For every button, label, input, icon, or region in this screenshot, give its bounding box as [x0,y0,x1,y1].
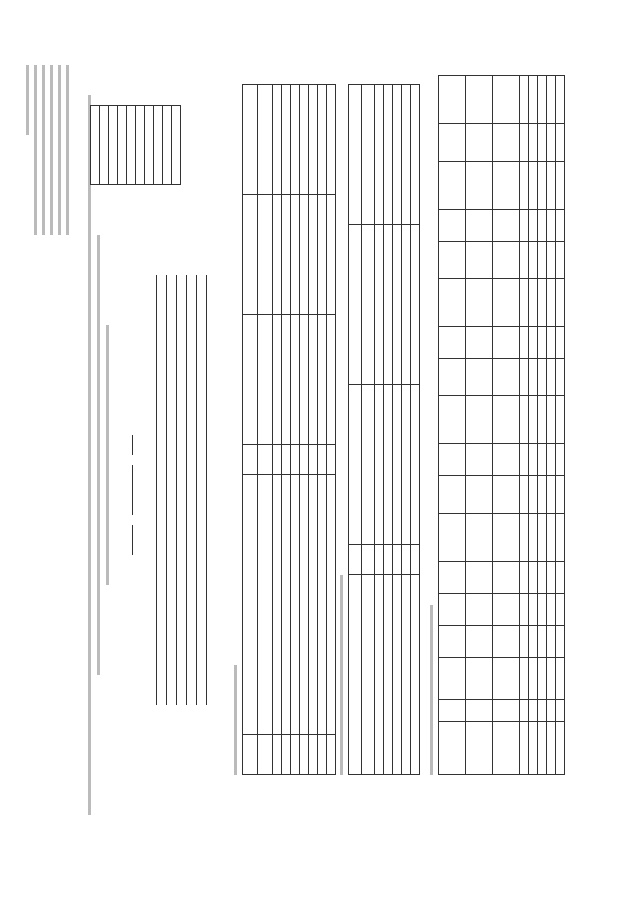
table-cell [529,721,538,774]
table-row [402,85,411,775]
table-row [91,106,100,185]
table-cell [375,225,384,385]
table-cell [520,161,529,209]
table-row [538,76,547,775]
table-cell [309,475,318,735]
table-row [556,76,565,775]
table-cell [520,358,529,395]
table-row [349,85,362,775]
table-cell [493,476,520,513]
table-cell [384,545,393,575]
table-cell [384,85,393,225]
table-row [493,76,520,775]
table-cell [411,385,420,545]
table-cell [529,657,538,700]
table-cell [538,657,547,700]
table-cell [466,358,493,395]
table-cell [466,700,493,721]
table-cell [362,385,375,545]
table-cell [309,445,318,475]
table-cell [556,326,565,358]
table-cell [300,85,309,195]
table-cell [493,358,520,395]
table-cell [243,735,258,775]
table-cell [300,735,309,775]
table-cell [556,593,565,625]
table-cell [520,700,529,721]
table-cell [439,209,466,241]
table-cell [439,278,466,326]
table-cell [362,575,375,775]
table-cell [547,358,556,395]
table-cell [91,106,100,185]
table-cell [538,358,547,395]
table-cell [402,545,411,575]
table-row [291,85,300,775]
table-cell [466,657,493,700]
table-cell [466,625,493,657]
table-cell [547,278,556,326]
table-cell [547,625,556,657]
table-cell [466,209,493,241]
table-cell [273,445,282,475]
table-cell [493,161,520,209]
table-cell [529,161,538,209]
table-cell [243,475,258,735]
table-cell [327,475,336,735]
table-cell [529,278,538,326]
table-cell [327,85,336,195]
table-cell [243,195,258,315]
table-cell [466,593,493,625]
table-row [273,85,282,775]
table-cell [291,475,300,735]
table-cell [529,444,538,476]
table-cell [258,475,273,735]
table-cell [493,721,520,774]
table-cell [556,657,565,700]
table-cell [282,445,291,475]
table-cell [466,721,493,774]
form-fields [150,215,220,775]
table-cell [300,445,309,475]
table-cell [520,241,529,278]
table-cell [349,385,362,545]
table-cell [493,657,520,700]
table-cell [493,625,520,657]
table-cell [466,326,493,358]
table-cell [318,315,327,445]
table-cell [439,476,466,513]
table-cell [300,195,309,315]
table-cell [466,76,493,124]
table-cell [466,476,493,513]
table-row [520,76,529,775]
table-1 [242,84,336,775]
table-cell [529,124,538,161]
table-row [127,106,136,185]
table-cell [327,445,336,475]
table-cell [439,444,466,476]
table-cell [258,315,273,445]
table-cell [291,445,300,475]
table-cell [282,85,291,195]
table-cell [556,700,565,721]
table-cell [439,721,466,774]
table-cell [547,241,556,278]
table-cell [556,76,565,124]
table-cell [362,545,375,575]
document-title [88,95,118,815]
table-cell [109,106,118,185]
table-cell [493,700,520,721]
table-cell [547,593,556,625]
table-cell [243,445,258,475]
table-cell [466,241,493,278]
table-cell [547,444,556,476]
table-row [100,106,109,185]
table-cell [556,161,565,209]
table-cell [439,358,466,395]
table-cell [309,195,318,315]
table-cell [300,475,309,735]
table-row [439,76,466,775]
table-cell [493,76,520,124]
table-cell [349,575,362,775]
table-cell [547,657,556,700]
table-cell [375,385,384,545]
table-cell [145,106,154,185]
table-cell [362,85,375,225]
table-row [118,106,127,185]
table-cell [439,657,466,700]
table-cell [439,161,466,209]
table-cell [520,476,529,513]
table-row [282,85,291,775]
table-cell [493,513,520,561]
table-cell [309,315,318,445]
table-cell [172,106,181,185]
table-cell [529,326,538,358]
table-cell [136,106,145,185]
table-cell [538,209,547,241]
table-cell [439,513,466,561]
table-cell [384,385,393,545]
table-cell [556,721,565,774]
report-date-line [126,405,134,565]
table-cell [282,195,291,315]
table-cell [411,225,420,385]
table-cell [349,225,362,385]
table-cell [493,444,520,476]
table-row [243,85,258,775]
table-cell [466,396,493,444]
table-cell [556,209,565,241]
table-3 [438,75,565,775]
table-row [318,85,327,775]
table-cell [538,513,547,561]
table-cell [349,85,362,225]
table-cell [547,124,556,161]
table-cell [538,625,547,657]
table-cell [556,444,565,476]
table-cell [520,444,529,476]
table-cell [402,385,411,545]
table-row [327,85,336,775]
table-cell [529,476,538,513]
table-row [411,85,420,775]
table-cell [493,124,520,161]
table-cell [258,445,273,475]
table-cell [538,721,547,774]
table-cell [529,209,538,241]
table-cell [556,561,565,593]
table-row [154,106,163,185]
table-cell [439,124,466,161]
section-2-heading [340,575,343,775]
table-cell [273,85,282,195]
table-cell [393,545,402,575]
table-cell [258,195,273,315]
table-cell [538,396,547,444]
table-cell [556,625,565,657]
table-row [547,76,556,775]
table-cell [327,735,336,775]
table-cell [393,225,402,385]
table-cell [466,513,493,561]
table-row [258,85,273,775]
table-cell [318,445,327,475]
table-cell [384,575,393,775]
section-1-heading [234,665,237,775]
table-cell [493,593,520,625]
table-cell [393,575,402,775]
table-cell [439,625,466,657]
table-cell [538,161,547,209]
table-cell [349,545,362,575]
table-cell [520,721,529,774]
table-cell [547,721,556,774]
table-cell [282,315,291,445]
table-cell [547,396,556,444]
table-cell [393,385,402,545]
table-cell [309,735,318,775]
table-row [136,106,145,185]
table-cell [493,396,520,444]
table-cell [291,315,300,445]
table-row [529,76,538,775]
table-cell [538,326,547,358]
codes-table [90,105,181,185]
table-cell [439,76,466,124]
table-cell [538,124,547,161]
table-cell [439,396,466,444]
table-row [309,85,318,775]
table-cell [402,225,411,385]
table-cell [291,735,300,775]
table-cell [520,396,529,444]
table-cell [402,85,411,225]
table-row [300,85,309,775]
table-cell [258,735,273,775]
table-cell [556,241,565,278]
table-cell [243,315,258,445]
table-cell [520,76,529,124]
table-cell [529,561,538,593]
table-cell [273,195,282,315]
table-cell [529,396,538,444]
table-cell [529,700,538,721]
table-cell [163,106,172,185]
table-cell [466,444,493,476]
table-cell [327,315,336,445]
table-row [375,85,384,775]
table-cell [493,326,520,358]
table-cell [520,124,529,161]
table-cell [520,625,529,657]
table-cell [547,161,556,209]
table-cell [538,593,547,625]
table-cell [529,593,538,625]
table-cell [493,278,520,326]
table-row [109,106,118,185]
table-cell [556,513,565,561]
table-cell [547,209,556,241]
table-cell [318,85,327,195]
table-cell [520,657,529,700]
table-cell [439,326,466,358]
table-cell [411,85,420,225]
table-cell [258,85,273,195]
table-cell [466,561,493,593]
table-cell [393,85,402,225]
table-cell [520,278,529,326]
table-row [172,106,181,185]
table-cell [127,106,136,185]
table-cell [556,396,565,444]
annex-note [20,45,90,265]
table-cell [556,476,565,513]
table-cell [547,476,556,513]
table-cell [529,76,538,124]
table-cell [466,124,493,161]
table-cell [384,225,393,385]
table-row [362,85,375,775]
table-cell [318,195,327,315]
table-cell [520,326,529,358]
table-cell [538,76,547,124]
table-cell [273,735,282,775]
table-cell [520,209,529,241]
table-cell [547,700,556,721]
table-cell [439,241,466,278]
table-cell [100,106,109,185]
table-cell [154,106,163,185]
table-cell [273,475,282,735]
table-2 [348,84,420,775]
table-cell [547,76,556,124]
table-cell [118,106,127,185]
table-cell [291,195,300,315]
table-cell [538,444,547,476]
table-cell [327,195,336,315]
table-cell [547,513,556,561]
table-cell [520,593,529,625]
table-cell [547,326,556,358]
table-cell [411,575,420,775]
table-cell [466,278,493,326]
table-cell [439,700,466,721]
table-cell [291,85,300,195]
table-cell [529,241,538,278]
table-cell [556,124,565,161]
table-cell [375,85,384,225]
table-cell [529,625,538,657]
table-cell [318,735,327,775]
table-cell [538,700,547,721]
table-cell [411,545,420,575]
table-cell [282,475,291,735]
table-row [466,76,493,775]
table-cell [439,593,466,625]
table-row [145,106,154,185]
table-cell [282,735,291,775]
table-cell [300,315,309,445]
table-cell [493,241,520,278]
table-cell [493,561,520,593]
section-3-heading [430,605,433,775]
table-cell [547,561,556,593]
table-cell [538,561,547,593]
table-cell [273,315,282,445]
table-cell [520,513,529,561]
table-cell [439,561,466,593]
table-cell [556,358,565,395]
table-cell [538,278,547,326]
table-cell [538,476,547,513]
table-cell [375,545,384,575]
table-row [393,85,402,775]
table-row [163,106,172,185]
table-cell [493,209,520,241]
table-cell [520,561,529,593]
table-cell [243,85,258,195]
table-cell [309,85,318,195]
table-row [384,85,393,775]
table-cell [529,358,538,395]
table-cell [466,161,493,209]
table-cell [538,241,547,278]
table-cell [529,513,538,561]
table-cell [318,475,327,735]
table-cell [402,575,411,775]
table-cell [556,278,565,326]
table-cell [375,575,384,775]
table-cell [362,225,375,385]
